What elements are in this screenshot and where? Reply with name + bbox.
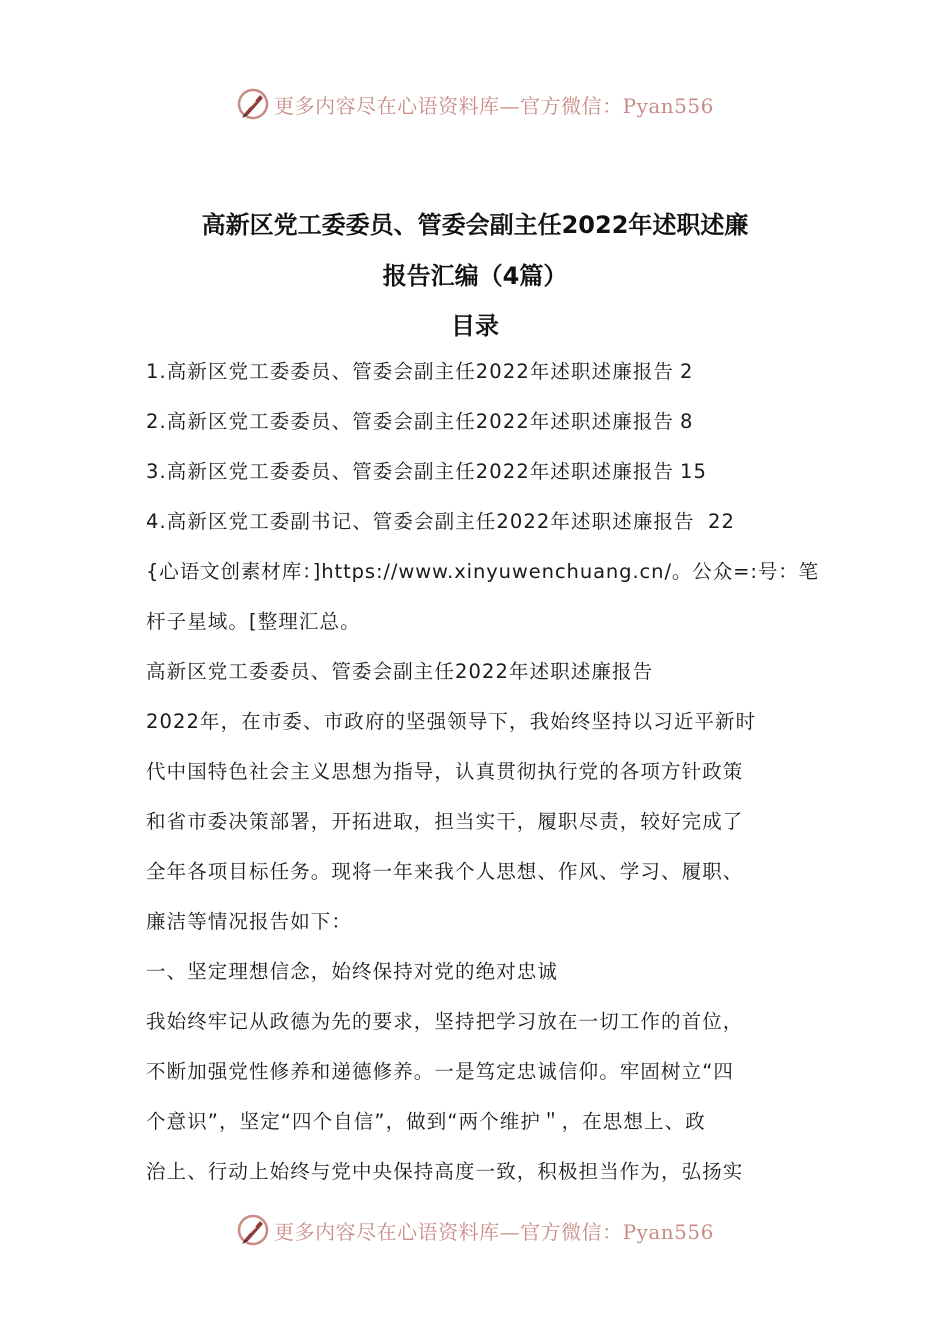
toc-entry[interactable]: [146, 356, 694, 384]
toc-entry-page: 8: [680, 410, 694, 433]
paragraph-line: 代中国特色社会主义思想为指导，认真贯彻执行党的各项方针政策: [146, 760, 744, 783]
paragraph-line: 和省市委决策部署，开拓进取，担当实干，履职尽责，较好完成了: [146, 810, 744, 833]
toc-entry-title: 4.高新区党工委副书记、管委会副主任2022年述职述廉报告: [146, 510, 695, 533]
watermark-text: 更多内容尽在心语资料库—官方微信：Pyan556: [274, 93, 714, 118]
document-title-line-2: 报告汇编（4篇）: [382, 262, 568, 290]
paragraph-line: 不断加强党性修养和递德修养。一是笃定忠诚信仰。牢固树立“四: [146, 1060, 735, 1083]
paragraph-line: 个意识”，坚定“四个自信”，做到“两个维护＂，在思想上、政: [146, 1110, 706, 1133]
paragraph-line: 2022年，在市委、市政府的坚强领导下，我始终坚持以习近平新时: [146, 710, 757, 733]
paragraph-line: 全年各项目标任务。现将一年来我个人思想、作风、学习、履职、: [146, 860, 744, 883]
toc-entry-title: 3.高新区党工委委员、管委会副主任2022年述职述廉报告: [146, 460, 675, 483]
toc-entry-title: 2.高新区党工委委员、管委会副主任2022年述职述廉报告: [146, 410, 675, 433]
toc-entry[interactable]: [146, 506, 735, 534]
toc-entry-page: 15: [680, 460, 708, 483]
source-note-line: 杆子星域。[整理汇总。: [146, 610, 361, 633]
quill-pen-logo-icon: [236, 87, 270, 121]
watermark-text: 更多内容尽在心语资料库—官方微信：Pyan556: [274, 1219, 714, 1244]
toc-entry[interactable]: [146, 406, 694, 434]
quill-pen-logo-icon: [236, 1213, 270, 1247]
toc-entry[interactable]: [146, 456, 707, 484]
toc-heading: 目录: [451, 312, 499, 340]
toc-entry-title: 1.高新区党工委委员、管委会副主任2022年述职述廉报告: [146, 360, 675, 383]
section-heading: 一、坚定理想信念，始终保持对党的绝对忠诚: [146, 960, 559, 983]
footer-watermark: [0, 1210, 950, 1250]
header-watermark: [0, 84, 950, 124]
toc-entry-page: 22: [700, 510, 735, 533]
toc-entry-page: 2: [680, 360, 694, 383]
document-title-line-1: 高新区党工委委员、管委会副主任2022年述职述廉: [201, 211, 749, 239]
paragraph-line: 治上、行动上始终与党中央保持高度一致，积极担当作为，弘扬实: [146, 1160, 744, 1183]
section-title: 高新区党工委委员、管委会副主任2022年述职述廉报告: [146, 660, 654, 683]
paragraph-line: 我始终牢记从政德为先的要求，坚持把学习放在一切工作的首位，: [146, 1010, 744, 1033]
source-note-line: {心语文创素材库：]https://www.xinyuwenchuang.cn/。公众=:号：笔: [146, 560, 820, 583]
paragraph-line: 廉洁等情况报告如下：: [146, 910, 353, 933]
